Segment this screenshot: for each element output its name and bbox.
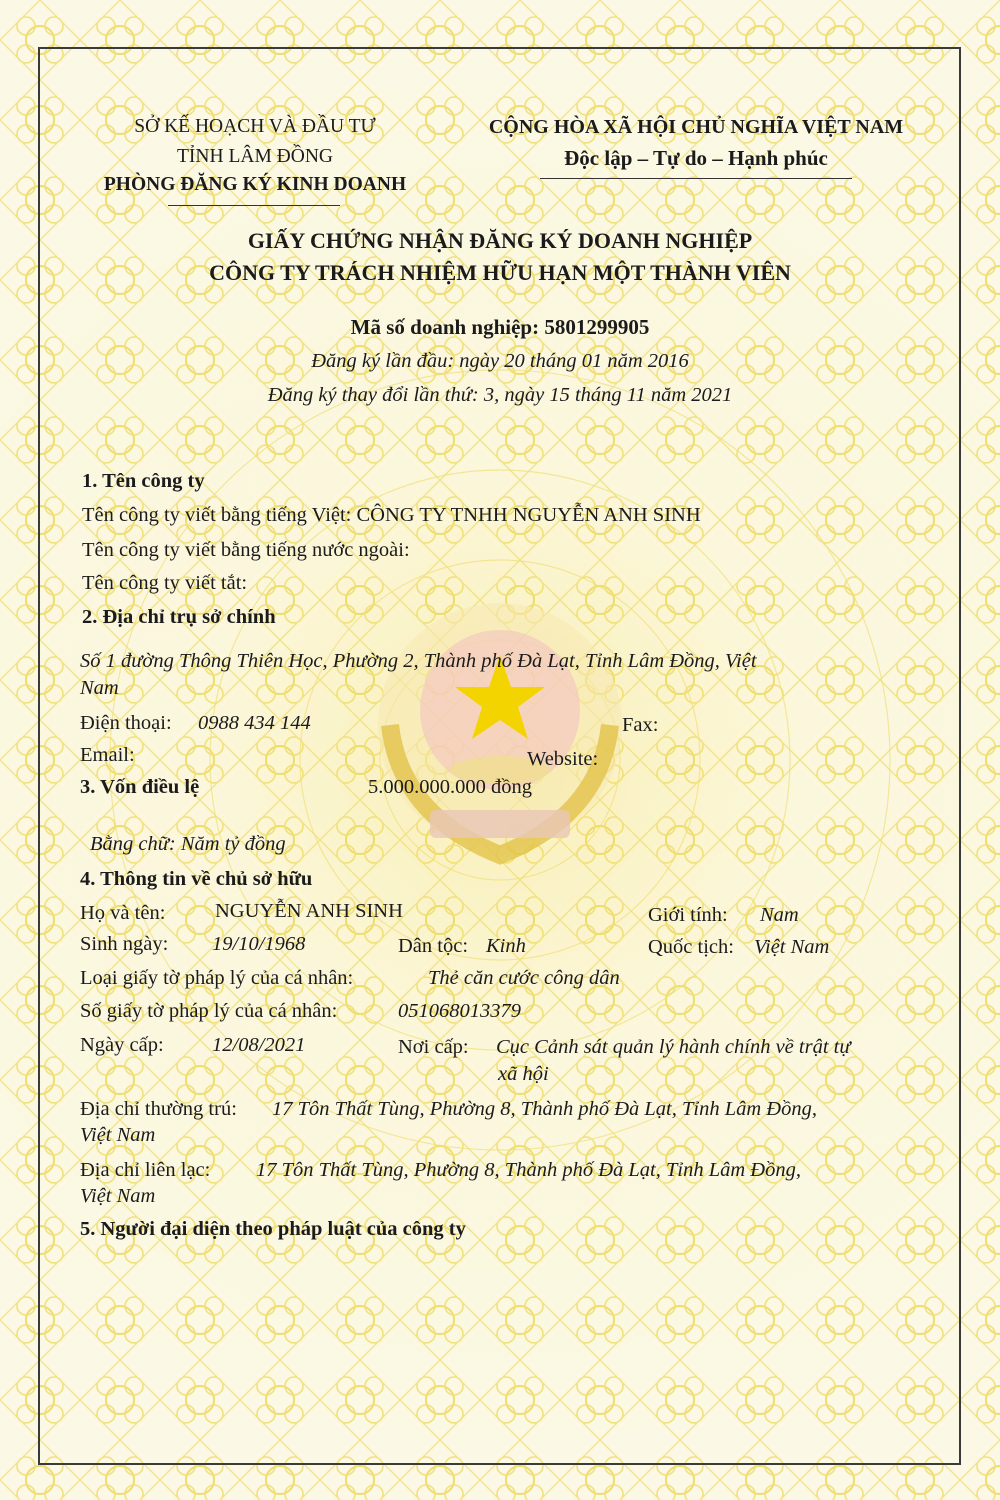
head-office-address-line2: Nam <box>80 677 119 699</box>
gender-value: Nam <box>760 904 799 926</box>
country-name: CỘNG HÒA XÃ HỘI CHỦ NGHĨA VIỆT NAM <box>488 116 904 138</box>
section3-heading: 3. Vốn điều lệ <box>80 776 200 798</box>
nationality-value: Việt Nam <box>754 936 830 958</box>
permanent-address-line2: Việt Nam <box>80 1124 156 1146</box>
phone-label: Điện thoại: <box>80 712 172 734</box>
issue-place-line1: Cục Cảnh sát quản lý hành chính về trật tự <box>496 1036 851 1058</box>
change-registration: Đăng ký thay đổi lần thứ: 3, ngày 15 tháng 11 năm 2021 <box>267 384 733 406</box>
id-type-value: Thẻ căn cước công dân <box>428 967 620 989</box>
permanent-address-label: Địa chỉ thường trú: <box>80 1098 237 1120</box>
section2-heading: 2. Địa chỉ trụ sở chính <box>82 606 276 628</box>
document-title: GIẤY CHỨNG NHẬN ĐĂNG KÝ DOANH NGHIỆP <box>247 228 753 253</box>
dob-label: Sinh ngày: <box>80 933 169 955</box>
agency-line3: PHÒNG ĐĂNG KÝ KINH DOANH <box>103 174 407 195</box>
motto-underline <box>540 178 852 179</box>
section1-heading: 1. Tên công ty <box>82 470 205 492</box>
first-registration: Đăng ký lần đầu: ngày 20 tháng 01 năm 2016 <box>311 350 689 372</box>
permanent-address-line1: 17 Tôn Thất Tùng, Phường 8, Thành phố Đà Lạt, Tỉnh Lâm Đồng, <box>272 1098 817 1120</box>
id-number-value: 051068013379 <box>398 1000 521 1022</box>
issue-place-label: Nơi cấp: <box>398 1036 469 1058</box>
charter-capital-amount: 5.000.000.000 đồng <box>368 776 532 798</box>
gender-label: Giới tính: <box>648 904 728 926</box>
phone-value: 0988 434 144 <box>198 712 311 734</box>
owner-name-label: Họ và tên: <box>80 902 166 924</box>
section5-heading: 5. Người đại diện theo pháp luật của công ty <box>80 1218 466 1240</box>
agency-line2: TỈNH LÂM ĐỒNG <box>177 146 333 167</box>
dob-value: 19/10/1968 <box>212 933 306 955</box>
section4-heading: 4. Thông tin về chủ sở hữu <box>80 868 313 890</box>
id-number-label: Số giấy tờ pháp lý của cá nhân: <box>80 1000 338 1022</box>
nationality-label: Quốc tịch: <box>648 936 734 958</box>
contact-address-line2: Việt Nam <box>80 1185 156 1207</box>
issue-date-label: Ngày cấp: <box>80 1034 164 1056</box>
head-office-address-line1: Số 1 đường Thông Thiên Học, Phường 2, Thành phố Đà Lạt, Tỉnh Lâm Đồng, Việt <box>80 650 757 672</box>
charter-capital-in-words: Bằng chữ: Năm tỷ đồng <box>90 833 286 855</box>
foreign-company-name: Tên công ty viết bằng tiếng nước ngoài: <box>82 539 410 561</box>
ethnicity-label: Dân tộc: <box>398 935 469 957</box>
issue-date-value: 12/08/2021 <box>212 1034 306 1056</box>
email-label: Email: <box>80 744 135 766</box>
contact-address-label: Địa chỉ liên lạc: <box>80 1159 211 1181</box>
fax-label: Fax: <box>622 714 659 736</box>
id-type-label: Loại giấy tờ pháp lý của cá nhân: <box>80 967 354 989</box>
ethnicity-value: Kinh <box>486 935 526 957</box>
national-motto: Độc lập – Tự do – Hạnh phúc <box>564 146 828 170</box>
website-label: Website: <box>527 748 599 770</box>
agency-underline <box>168 205 340 206</box>
vietnamese-company-name: Tên công ty viết bằng tiếng Việt: CÔNG TY TNHH NGUYỄN ANH SINH <box>82 504 701 526</box>
contact-address-line1: 17 Tôn Thất Tùng, Phường 8, Thành phố Đà Lạt, Tỉnh Lâm Đồng, <box>256 1159 801 1181</box>
issue-place-line2: xã hội <box>498 1063 549 1085</box>
company-type-title: CÔNG TY TRÁCH NHIỆM HỮU HẠN MỘT THÀNH VIÊN <box>209 260 791 285</box>
owner-name-value: NGUYỄN ANH SINH <box>215 900 403 922</box>
short-company-name: Tên công ty viết tắt: <box>82 572 248 594</box>
agency-line1: SỞ KẾ HOẠCH VÀ ĐẦU TƯ <box>134 116 376 137</box>
enterprise-code: Mã số doanh nghiệp: 5801299905 <box>350 315 650 339</box>
